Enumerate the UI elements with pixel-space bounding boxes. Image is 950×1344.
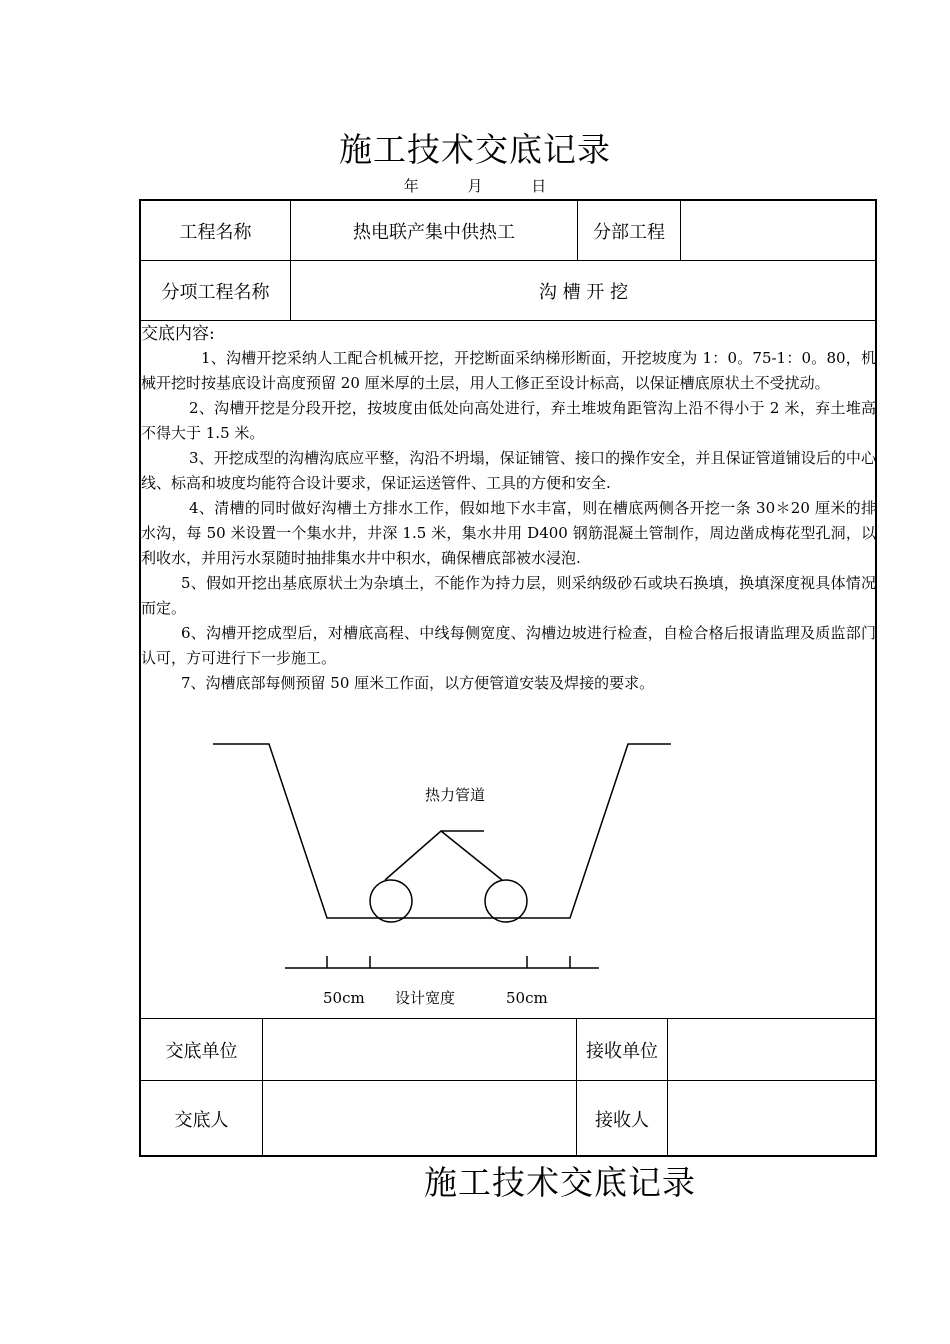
date-month: 月 [467,177,483,195]
content-paragraph-7: 7、沟槽底部每侧预留 50 厘米工作面，以方便管道安装及焊接的要求。 [181,674,655,692]
receiving-unit-label: 接收单位 [586,1040,658,1062]
footer-title: 施工技术交底记录 [424,1163,696,1202]
date-day: 日 [531,177,547,195]
document-title: 施工技术交底记录 [339,130,611,169]
project-name-label: 工程名称 [179,221,252,243]
receiver-value [668,1081,876,1156]
handover-content [141,322,876,696]
design-width-label: 设计宽度 [395,989,456,1007]
pipe-label: 热力管道 [425,786,486,804]
pipe-leader-branch [441,831,502,880]
content-label: 交底内容: [141,324,215,344]
handover-unit-value [263,1019,576,1080]
receiving-unit-value [668,1019,876,1080]
content-paragraph-2: 2、沟槽开挖是分段开挖，按坡度由低处向高处进行，弃土堆坡角距管沟上沿不得小于 2 米，弃土堆高不得大于 1.5 米。 [141,399,876,442]
receiver-label: 接收人 [595,1109,649,1131]
handover-person-value [263,1081,576,1156]
row-divider-2 [139,320,877,321]
subproject-label: 分部工程 [593,221,665,243]
item-name-value: 沟 槽 开 挖 [538,281,629,303]
right-pipe-circle [485,880,527,922]
left-margin-label: 50cm [323,989,365,1007]
content-paragraph-5: 5、假如开挖出基底原状土为杂填土，不能作为持力层，则采纳级砂石或块石换填，换填深度视具体情况而定。 [141,574,876,617]
date-year: 年 [403,177,419,195]
content-paragraph-1: 1、沟槽开挖采纳人工配合机械开挖，开挖断面采纳梯形断面，开挖坡度为 1：0。75-1：0。80，机械开挖时按基底设计高度预留 20 厘米厚的土层，用人工修正至设计标高，以保证槽底原状土不受扰动。 [141,349,876,392]
content-paragraph-4: 4、清槽的同时做好沟槽土方排水工作，假如地下水丰富，则在槽底两侧各开挖一条 30＊20 厘米的排水沟，每 50 米设置一个集水井，井深 1.5 米，集水井用 D400 钢筋混凝土管制作，周边凿成梅花型孔洞，以利收水，并用污水泵随时抽排集水井中积水，确保槽底部被水浸泡. [141,499,876,567]
item-name-label: 分项工程名称 [161,281,270,303]
pipe-leader-line [385,831,484,880]
content-paragraph-6: 6、沟槽开挖成型后，对槽底高程、中线每侧宽度、沟槽边坡进行检查，自检合格后报请监理及质监部门认可，方可进行下一步施工。 [141,624,876,667]
project-name-value: 热电联产集中供热工 [353,221,515,243]
date-line [0,176,950,196]
content-paragraph-3: 3、开挖成型的沟槽沟底应平整，沟沿不坍塌，保证铺管、接口的操作安全，并且保证管道铺设后的中心线、标高和坡度均能符合设计要求，保证运送管件、工具的方便和安全. [141,449,876,492]
handover-person-label: 交底人 [174,1109,229,1131]
trench-section-diagram [141,730,741,1015]
handover-unit-label: 交底单位 [165,1040,238,1062]
right-margin-label: 50cm [506,989,548,1007]
left-pipe-circle [370,880,412,922]
subproject-value [681,201,875,260]
